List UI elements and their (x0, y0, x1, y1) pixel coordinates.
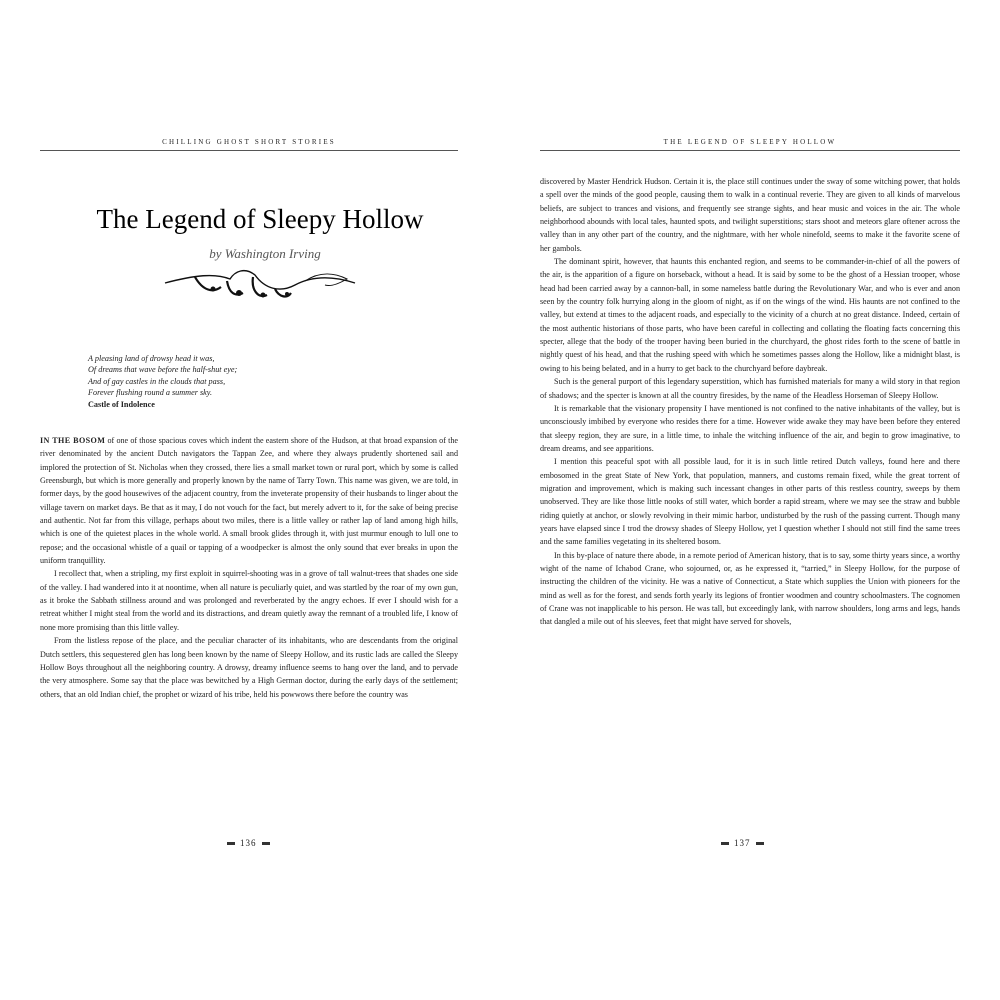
page-number: 137 (716, 838, 769, 848)
paragraph: From the listless repose of the place, and the peculiar character of its inhabitants, who are descendants from the original Dutch settlers, this sequestered glen has long been known by the name of Sleepy Hollow, and its rustic lads are called the Sleepy Hollow Boys throughout all the neighboring country. A drowsy, dreamy influence seems to hang over the land, and to pervade the very atmosphere. Some say that the place was bewitched by a High German doctor, during the early days of the settlement; others, that an old Indian chief, the prophet or wizard of his tribe, held his powwows there before the country was (40, 636, 458, 699)
paragraph: In this by-place of nature there abode, in a remote period of American history, that is to say, some thirty years since, a worthy wight of the name of Ichabod Crane, who sojourned, or, as he expressed it, “tarried,” in Sleepy Hollow, for the purpose of instructing the children of the vicinity. He was a native of Connecticut, a State which supplies the Union with pioneers for the mind as well as for the forest, and sends forth yearly its legions of frontier woodmen and country schoolmasters. The cognomen of Crane was not inapplicable to his person. He was tall, but exceedingly lank, with narrow shoulders, long arms and legs, hands that dangled a mile out of his sleeves, feet that might have served for shovels, (540, 550, 960, 627)
page-number: 136 (222, 838, 275, 848)
paragraph: IN THE BOSOM of one of those spacious coves which indent the eastern shore of the Hudson, at that broad expansion of the river denominated by the ancient Dutch navigators the Tappan Zee, and where they always prudently shortened sail and implored the protection of St. Nicholas when they crossed, there lies a small market town or rural port, which by some is called Greensburgh, but which is more generally and properly known by the name of Tarry Town. This name was given, we are told, in former days, by the good housewives of the adjacent country, from the inveterate propensity of their husbands to linger about the village tavern on market days. Be that as it may, I do not vouch for the fact, but merely advert to it, for the sake of being precise and authentic. Not far from this village, perhaps about two miles, there is a little valley or rather lap of land among high hills, which is one of the quietest places in the whole world. A small brook glides through it, with just murmur enough to lull one to repose; and the occasional whistle of a quail or tapping of a woodpecker is almost the only sound that ever breaks in upon the uniform tranquillity. (40, 436, 458, 566)
paragraph: Such is the general purport of this legendary superstition, which has furnished materials for many a wild story in that region of shadows; and the specter is known at all the country firesides, by the name of the Headless Horseman of Sleepy Hollow. (540, 377, 960, 400)
folio-ornament-icon (756, 842, 764, 845)
folio-ornament-icon (721, 842, 729, 845)
paragraph: discovered by Master Hendrick Hudson. Certain it is, the place still continues under the sway of some witching power, that holds a spell over the minds of the good people, causing them to walk in a continual reverie. They are given to all kinds of marvelous beliefs, are subject to trances and visions, and frequently see strange sights, and hear music and voices in the air. The whole neighborhood abounds with local tales, haunted spots, and twilight superstitions; stars shoot and meteors glare oftener across the valley than in any other part of the country, and the nightmare, with her whole ninefold, seems to make it the favorite scene of her gambols. (540, 177, 960, 253)
epigraph-line: Of dreams that wave before the half-shut eye; (88, 365, 238, 375)
epigraph-source: Castle of Indolence (88, 399, 155, 409)
running-head-right: THE LEGEND OF SLEEPY HOLLOW (540, 138, 960, 151)
paragraph: I mention this peaceful spot with all possible laud, for it is in such little retired Dutch valleys, found here and there embosomed in the great State of New York, that population, manners, and customs remain fixed, while the great torrent of migration and improvement, which is making such incessant changes in other parts of this restless country, sweeps by them unobserved. They are like those little nooks of still water, which border a rapid stream, where we may see the straw and bubble riding quietly at anchor, or slowly revolving in their mimic harbor, undisturbed by the rush of the passing current. Though many years have elapsed since I trod the drowsy shades of Sleepy Hollow, yet I question whether I should not still find the same trees and the same families vegetating in its sheltered bosom. (540, 457, 960, 547)
left-body-text (40, 434, 458, 701)
paragraph: It is remarkable that the visionary propensity I have mentioned is not confined to the native inhabitants of the valley, but is unconsciously imbibed by everyone who resides there for a time. However wide awake they may have been before they entered that sleepy region, they are sure, in a little time, to inhale the witching influence of the air, and begin to grow imaginative, to dream dreams, and see apparitions. (540, 403, 960, 453)
lead-in: IN THE BOSOM (40, 436, 106, 445)
right-page (500, 0, 1000, 1000)
paragraph: I recollect that, when a stripling, my first exploit in squirrel-shooting was in a grove of tall walnut-trees that shades one side of the valley. I had wandered into it at noontime, when all nature is peculiarly quiet, and was startled by the roar of my own gun, as it broke the Sabbath stillness around and was prolonged and reverberated by the angry echoes. If ever I should wish for a retreat whither I might steal from the world and its distractions, and dream quietly away the remnant of a troubled life, I know of none more promising than this little valley. (40, 569, 458, 632)
right-body-text (540, 175, 960, 629)
story-author: by Washington Irving (209, 246, 321, 261)
story-title: The Legend of Sleepy Hollow (96, 204, 424, 234)
folio-ornament-icon (262, 842, 270, 845)
folio-ornament-icon (227, 842, 235, 845)
running-head-left: CHILLING GHOST SHORT STORIES (40, 138, 458, 151)
epigraph-line: A pleasing land of drowsy head it was, (88, 354, 215, 363)
epigraph-line: Forever flushing round a summer sky. (88, 388, 213, 398)
epigraph-line: And of gay castles in the clouds that pass, (88, 376, 226, 386)
paragraph: The dominant spirit, however, that haunts this enchanted region, and seems to be commander-in-chief of all the powers of the air, is the apparition of a figure on horseback, without a head. It is said by some to be the ghost of a Hessian trooper, whose head had been carried away by a cannon-ball, in some nameless battle during the Revolutionary War, and who is ever and anon seen by the country folk hurrying along in the gloom of night, as if on the wings of the wind. His haunts are not confined to the valley, but extend at times to the adjacent roads, and especially to the vicinity of a church at no great distance. Indeed, certain of the most authentic historians of those parts, who have been careful in collecting and collating the floating facts concerning this specter, allege that the body of the trooper having been buried in the churchyard, the ghost rides forth to the scene of battle in nightly quest of his head, and that the rushing speed with which he sometimes passes along the Hollow, like a midnight blast, is owing to his being belated, and in a hurry to get back to the churchyard before daybreak. (540, 257, 960, 373)
ink-flourish-icon (155, 263, 365, 303)
epigraph (88, 353, 388, 410)
